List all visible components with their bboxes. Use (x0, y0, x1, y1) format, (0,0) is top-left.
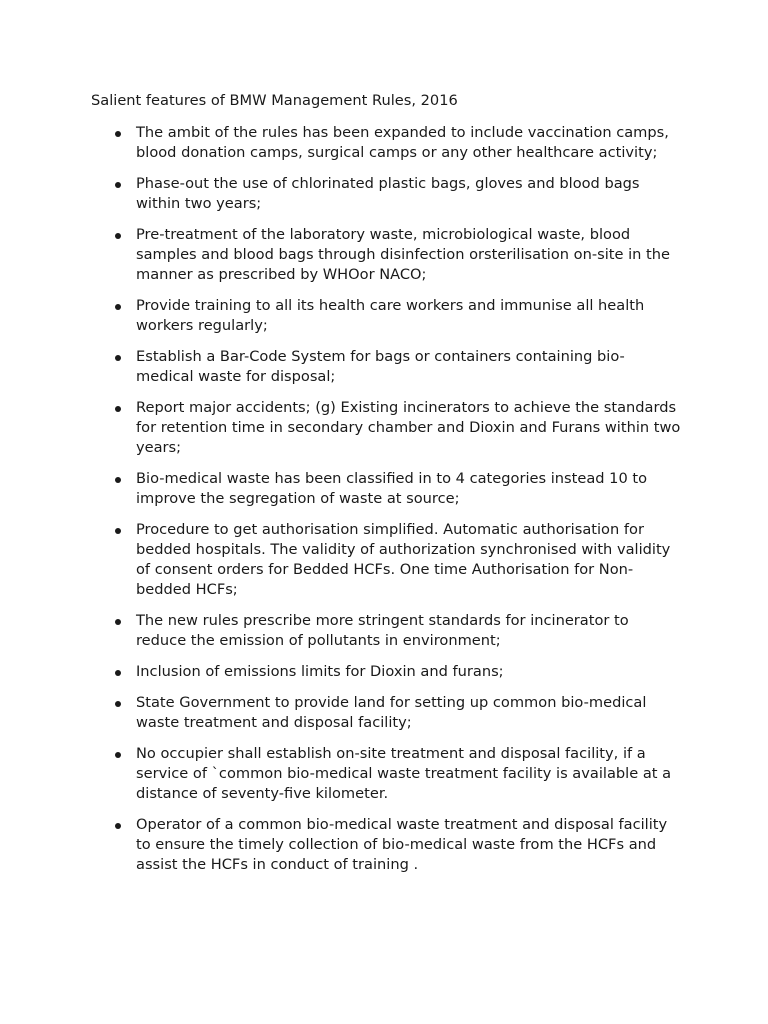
list-item-text: Procedure to get authorisation simplified. Automatic authorisation for bedded hospitals. The validity of authorization synchronised with validity of consent orders for Bedded HCFs. One time Authorisation for Non-bedded HCFs; (136, 521, 671, 598)
list-item (91, 520, 681, 600)
list-item (91, 662, 681, 682)
list-item (91, 611, 681, 651)
list-item (91, 693, 681, 733)
bullet-icon (115, 701, 121, 707)
list-item-text: Provide training to all its health care workers and immunise all health workers regularly; (136, 297, 645, 334)
list-item-text: Report major accidents; (g) Existing incinerators to achieve the standards for retention time in secondary chamber and Dioxin and Furans within two years; (136, 399, 681, 456)
bullet-icon (115, 304, 121, 310)
bullet-icon (115, 752, 121, 758)
list-item-text: Phase-out the use of chlorinated plastic bags, gloves and blood bags within two years; (136, 175, 640, 212)
bullet-icon (115, 670, 121, 676)
bullet-list (91, 123, 708, 875)
list-item (91, 815, 681, 875)
bullet-icon (115, 233, 121, 239)
list-item-text: Pre-treatment of the laboratory waste, microbiological waste, blood samples and blood bags through disinfection orsterilisation on-site in the manner as prescribed by WHOor NACO; (136, 226, 670, 283)
list-item (91, 174, 681, 214)
list-item-text: The ambit of the rules has been expanded to include vaccination camps, blood donation camps, surgical camps or any other healthcare activity; (136, 124, 669, 161)
bullet-icon (115, 823, 121, 829)
list-item (91, 398, 681, 458)
bullet-icon (115, 355, 121, 361)
list-item (91, 347, 681, 387)
bullet-icon (115, 528, 121, 534)
bullet-icon (115, 477, 121, 483)
bullet-icon (115, 619, 121, 625)
list-item-text: No occupier shall establish on-site treatment and disposal facility, if a service of `common bio-medical waste treatment facility is available at a distance of seventy-five kilometer. (136, 745, 672, 802)
list-item-text: Inclusion of emissions limits for Dioxin and furans; (136, 663, 504, 680)
list-item-text: Establish a Bar-Code System for bags or containers containing bio-medical waste for disposal; (136, 348, 625, 385)
bullet-icon (115, 406, 121, 412)
bullet-icon (115, 131, 121, 137)
bullet-icon (115, 182, 121, 188)
document-title: Salient features of BMW Management Rules, 2016 (91, 92, 458, 109)
list-item-text: Bio-medical waste has been classified in to 4 categories instead 10 to improve the segregation of waste at source; (136, 470, 648, 507)
list-item (91, 225, 681, 285)
list-item-text: State Government to provide land for setting up common bio-medical waste treatment and disposal facility; (136, 694, 647, 731)
list-item-text: Operator of a common bio-medical waste treatment and disposal facility to ensure the timely collection of bio-medical waste from the HCFs and assist the HCFs in conduct of training . (136, 816, 668, 873)
list-item (91, 123, 681, 163)
list-item-text: The new rules prescribe more stringent standards for incinerator to reduce the emission of pollutants in environment; (136, 612, 629, 649)
list-item (91, 469, 681, 509)
list-item (91, 744, 681, 804)
list-item (91, 296, 681, 336)
